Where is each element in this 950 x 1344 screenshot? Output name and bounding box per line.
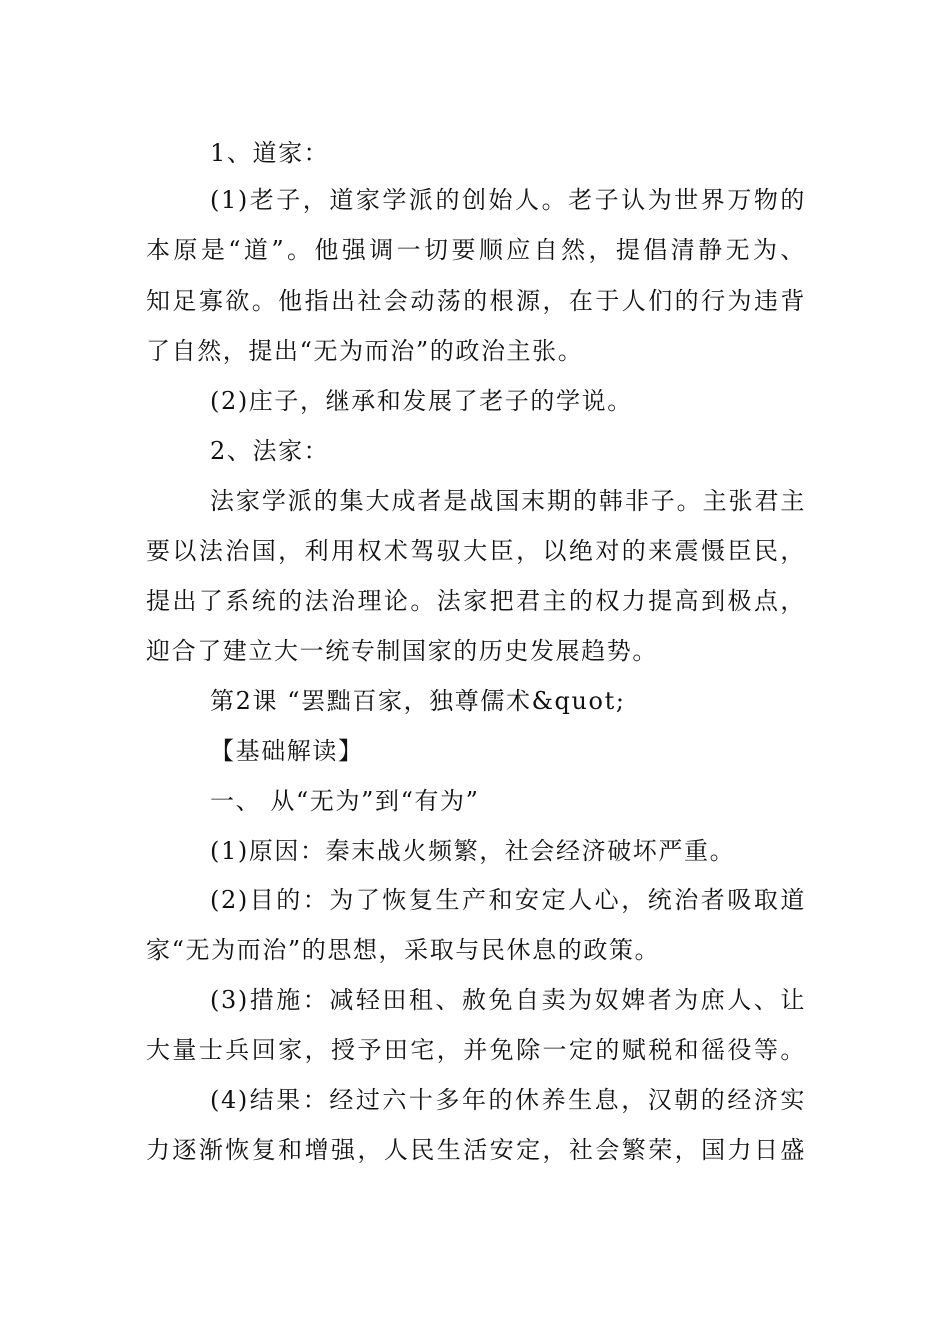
subsection-heading: 一、 从“无为”到“有为”	[210, 787, 480, 815]
paragraph-line: (4)结果：经过六十多年的休养生息，汉朝的经济实	[210, 1086, 806, 1114]
paragraph-line: (2)目的：为了恢复生产和安定人心，统治者吸取道	[210, 886, 806, 914]
paragraph-line: 大量士兵回家，授予田宅，并免除一定的赋税和徭役等。	[146, 1036, 806, 1064]
paragraph-line: (3)措施：减轻田租、赦免自卖为奴婢者为庶人、让	[210, 986, 806, 1014]
paragraph-line: 家“无为而治”的思想，采取与民休息的政策。	[146, 936, 661, 964]
section-heading-fajia: 2、法家：	[210, 437, 330, 465]
paragraph-line: 力逐渐恢复和增强，人民生活安定，社会繁荣，国力日盛	[146, 1136, 806, 1164]
paragraph-line: 要以法治国，利用权术驾驭大臣，以绝对的来震慑臣民，	[146, 537, 806, 565]
lesson-title: 第2课 “罢黜百家，独尊儒术&quot;	[210, 687, 626, 715]
paragraph-line: 本原是“道”。他强调一切要顺应自然，提倡清静无为、	[146, 236, 806, 264]
paragraph-line: 了自然，提出“无为而治”的政治主张。	[146, 337, 584, 365]
paragraph-line: (1)老子，道家学派的创始人。老子认为世界万物的	[210, 186, 806, 214]
paragraph-line: (2)庄子，继承和发展了老子的学说。	[210, 387, 633, 415]
section-heading-daojia: 1、道家：	[210, 139, 330, 167]
paragraph-line: (1)原因：秦末战火频繁，社会经济破坏严重。	[210, 837, 736, 865]
paragraph-line: 提出了系统的法治理论。法家把君主的权力提高到极点，	[146, 587, 806, 615]
paragraph-line: 知足寡欲。他指出社会动荡的根源，在于人们的行为违背	[146, 287, 806, 315]
paragraph-line: 迎合了建立大一统专制国家的历史发展趋势。	[146, 637, 658, 665]
section-heading-basic: 【基础解读】	[210, 737, 364, 765]
paragraph-line: 法家学派的集大成者是战国末期的韩非子。主张君主	[210, 487, 806, 515]
